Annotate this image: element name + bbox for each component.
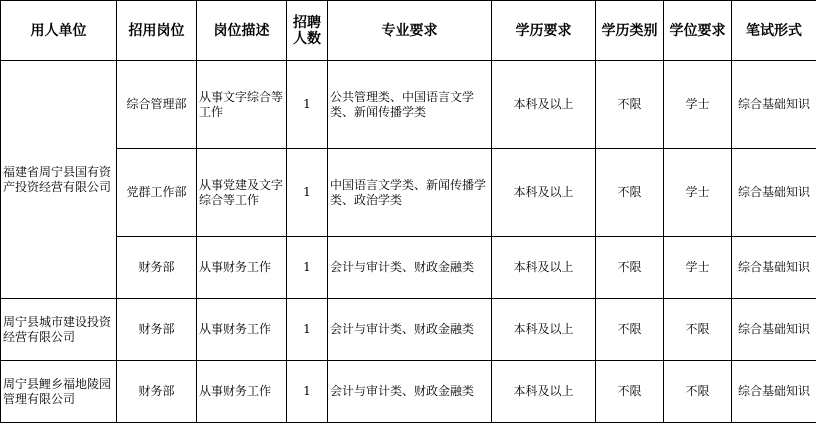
description-cell: 从事文字综合等工作: [197, 61, 287, 149]
position-cell: 财务部: [117, 361, 197, 423]
position-cell: 党群工作部: [117, 149, 197, 237]
exam-cell: 综合基础知识: [732, 237, 816, 299]
major-cell: 会计与审计类、财政金融类: [328, 237, 492, 299]
header-education: 学历要求: [492, 1, 596, 61]
header-major: 专业要求: [328, 1, 492, 61]
unit-cell: 福建省周宁县国有资产投资经营有限公司: [1, 61, 117, 299]
table-row: [1, 299, 816, 361]
header-count: 招聘人数: [287, 1, 328, 61]
count-cell: 1: [287, 361, 328, 423]
header-row: [1, 1, 816, 61]
education-cell: 本科及以上: [492, 237, 596, 299]
count-cell: 1: [287, 149, 328, 237]
education-type-cell: 不限: [596, 361, 664, 423]
degree-cell: 不限: [664, 361, 732, 423]
header-education-type: 学历类别: [596, 1, 664, 61]
major-cell: 会计与审计类、财政金融类: [328, 299, 492, 361]
education-type-cell: 不限: [596, 61, 664, 149]
position-cell: 综合管理部: [117, 61, 197, 149]
education-cell: 本科及以上: [492, 149, 596, 237]
count-cell: 1: [287, 237, 328, 299]
degree-cell: 不限: [664, 299, 732, 361]
description-cell: 从事财务工作: [197, 299, 287, 361]
description-cell: 从事党建及文字综合等工作: [197, 149, 287, 237]
exam-cell: 综合基础知识: [732, 149, 816, 237]
education-cell: 本科及以上: [492, 361, 596, 423]
count-cell: 1: [287, 61, 328, 149]
degree-cell: 学士: [664, 61, 732, 149]
description-cell: 从事财务工作: [197, 237, 287, 299]
position-cell: 财务部: [117, 299, 197, 361]
header-description: 岗位描述: [197, 1, 287, 61]
education-type-cell: 不限: [596, 299, 664, 361]
table-row: [1, 237, 816, 299]
education-type-cell: 不限: [596, 149, 664, 237]
degree-cell: 学士: [664, 149, 732, 237]
unit-cell: 周宁县鲤乡福地陵园管理有限公司: [1, 361, 117, 423]
major-cell: 会计与审计类、财政金融类: [328, 361, 492, 423]
exam-cell: 综合基础知识: [732, 299, 816, 361]
exam-cell: 综合基础知识: [732, 61, 816, 149]
position-cell: 财务部: [117, 237, 197, 299]
exam-cell: 综合基础知识: [732, 361, 816, 423]
degree-cell: 学士: [664, 237, 732, 299]
table-row: [1, 149, 816, 237]
education-type-cell: 不限: [596, 237, 664, 299]
header-position: 招用岗位: [117, 1, 197, 61]
header-degree: 学位要求: [664, 1, 732, 61]
header-unit: 用人单位: [1, 1, 117, 61]
unit-cell: 周宁县城市建设投资经营有限公司: [1, 299, 117, 361]
education-cell: 本科及以上: [492, 299, 596, 361]
major-cell: 公共管理类、中国语言文学类、新闻传播学类: [328, 61, 492, 149]
major-cell: 中国语言文学类、新闻传播学类、政治学类: [328, 149, 492, 237]
table-row: [1, 61, 816, 149]
education-cell: 本科及以上: [492, 61, 596, 149]
count-cell: 1: [287, 299, 328, 361]
table-row: [1, 361, 816, 423]
header-exam: 笔试形式: [732, 1, 816, 61]
description-cell: 从事财务工作: [197, 361, 287, 423]
